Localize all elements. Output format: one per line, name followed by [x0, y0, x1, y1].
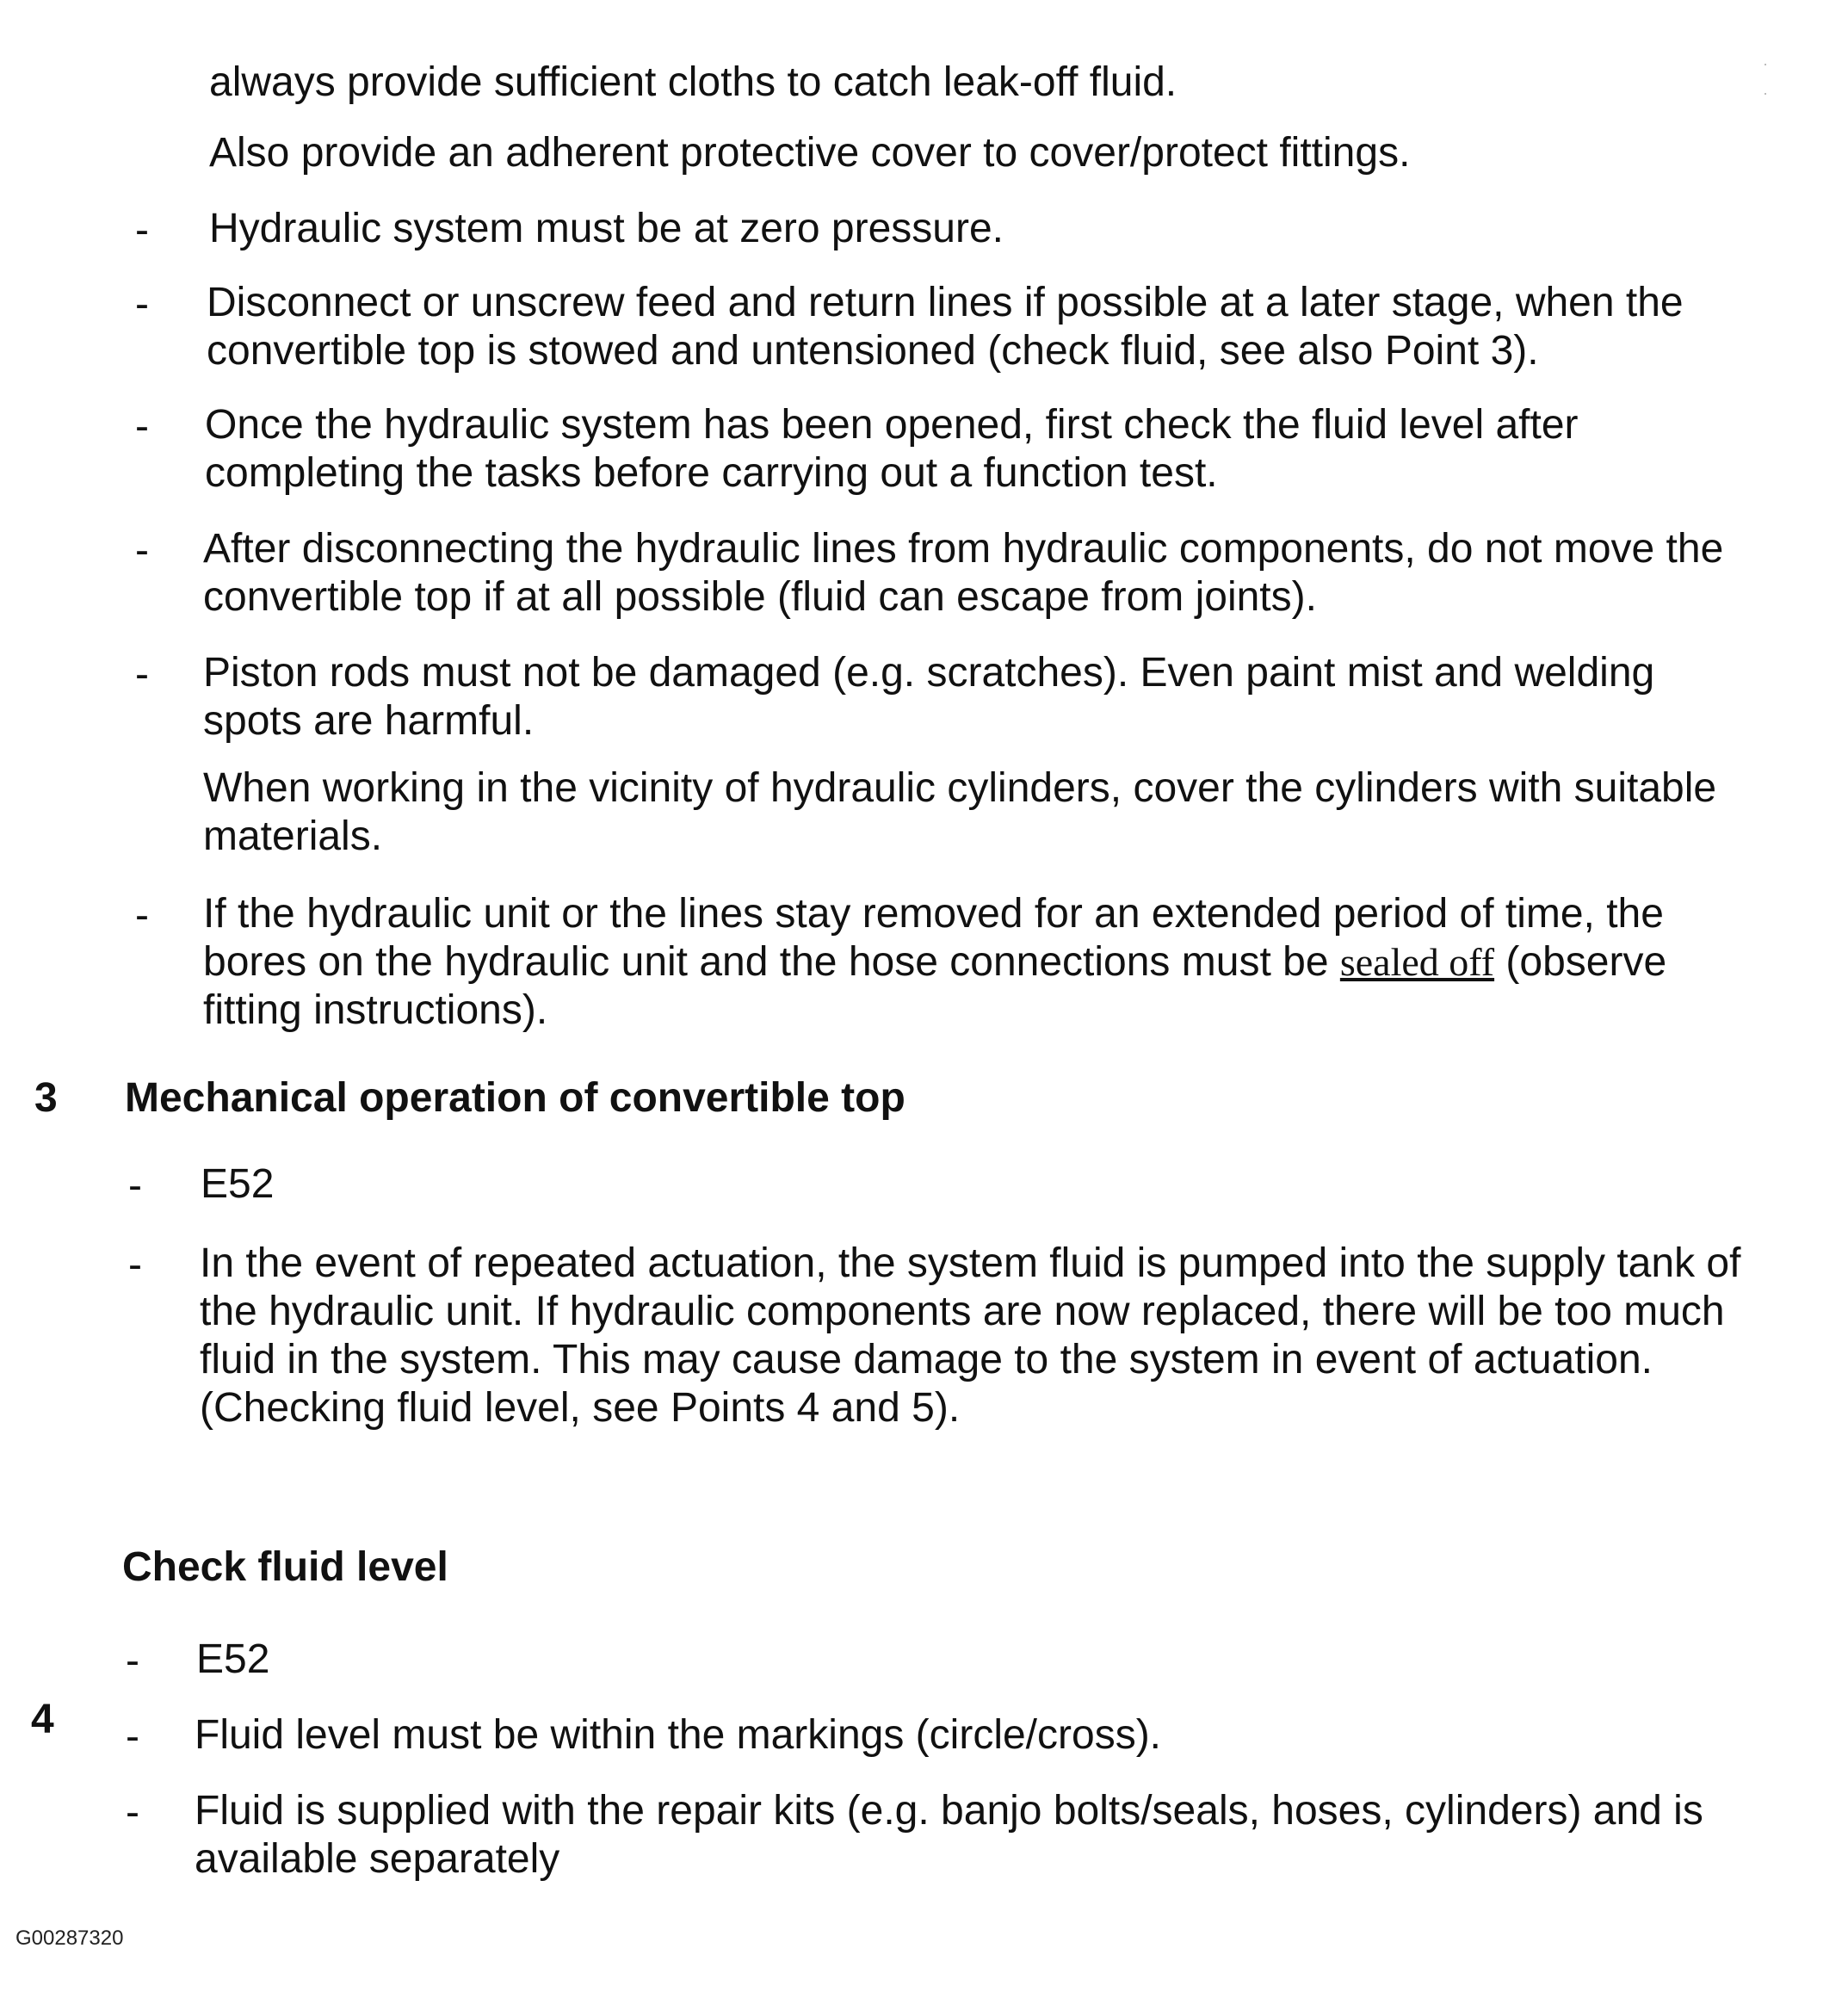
- bullet-text: E52: [196, 1636, 270, 1682]
- bullet-text: In the event of repeated actuation, the system fluid is pumped into the supply tank of the hydraulic unit. If hydraulic components are now replaced, there will be too much fluid in the system. This may cause damage to the system in event of actuation. (Checking fluid level, see Points 4 and 5).: [200, 1240, 1741, 1431]
- bullet-text: E52: [201, 1161, 275, 1207]
- bullet-dash: -: [126, 1790, 139, 1835]
- bullet-dash: -: [135, 404, 149, 449]
- bullet-dash: -: [135, 281, 149, 327]
- bullet-text: After disconnecting the hydraulic lines from hydraulic components, do not move the convertible top if at all possible (fluid can escape from joints).: [203, 526, 1724, 620]
- continuation-line-2: Also provide an adherent protective cover to cover/protect fittings.: [209, 130, 1411, 176]
- bullet-dash: -: [135, 528, 149, 573]
- bullet-dash: -: [135, 893, 149, 938]
- bullet-dash: -: [128, 1242, 142, 1288]
- bullet-text: Disconnect or unscrew feed and return lines if possible at a later stage, when the convertible top is stowed and untensioned (check fluid, see also Point 3).: [207, 280, 1684, 374]
- bullet-dash: -: [135, 652, 149, 697]
- bullet-text: [203, 890, 1666, 1035]
- section-3-number: 3: [34, 1075, 58, 1121]
- sealed-off-link[interactable]: sealed off: [1339, 940, 1495, 984]
- section-4-number: 4: [31, 1697, 54, 1742]
- bullet-text: Once the hydraulic system has been opened, first check the fluid level after completing the tasks before carrying out a function test.: [205, 402, 1579, 496]
- bullet-dash: -: [126, 1638, 139, 1684]
- bullet-text-part1: If the hydraulic unit or the lines stay removed for an extended period of time, the bores on the hydraulic unit and the hose connections must be: [203, 891, 1664, 985]
- continuation-line-1: always provide sufficient cloths to catch leak-off fluid.: [209, 59, 1177, 105]
- bullet-dash: -: [128, 1163, 142, 1209]
- bullet-text: Piston rods must not be damaged (e.g. scratches). Even paint mist and welding spots are harmful.: [203, 650, 1655, 744]
- scan-speck: [1765, 64, 1766, 65]
- bullet-text: Fluid is supplied with the repair kits (e.g. banjo bolts/seals, hoses, cylinders) and is available separately: [195, 1788, 1703, 1882]
- section-3-heading: Mechanical operation of convertible top: [125, 1075, 905, 1121]
- scan-speck: [1765, 93, 1766, 95]
- piston-note: When working in the vicinity of hydraulic cylinders, cover the cylinders with suitable materials.: [203, 765, 1717, 859]
- bullet-text: Fluid level must be within the markings (circle/cross).: [195, 1712, 1162, 1758]
- figure-code: G00287320: [15, 1927, 124, 1950]
- bullet-text-part2: (observe fitting instructions).: [203, 939, 1667, 1033]
- bullet-text: Hydraulic system must be at zero pressure.: [209, 206, 1004, 251]
- check-fluid-heading: Check fluid level: [122, 1544, 448, 1590]
- bullet-dash: -: [135, 207, 149, 253]
- bullet-dash: -: [126, 1714, 139, 1760]
